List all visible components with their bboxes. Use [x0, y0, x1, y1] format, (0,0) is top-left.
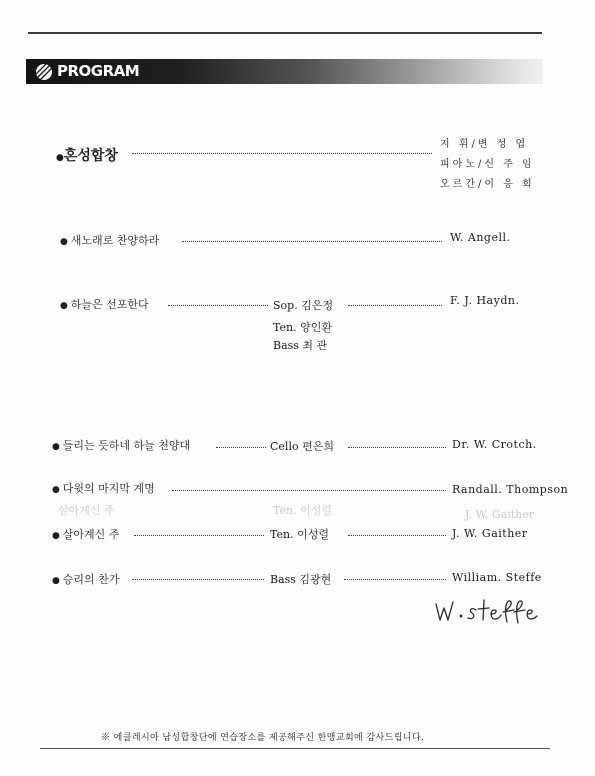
dot-leader	[168, 304, 268, 306]
performer: Cello 편은희	[270, 440, 334, 453]
composer: Dr. W. Crotch.	[452, 438, 537, 451]
bleed-through-composer: J. W. Gaither	[465, 508, 535, 521]
composer: Randall. Thompson	[452, 483, 569, 496]
dot-leader	[134, 534, 264, 536]
bullet-icon: ●	[60, 301, 71, 311]
bottom-rule	[40, 748, 550, 749]
dot-leader	[348, 304, 442, 306]
bleed-through-title: 살아계신 주	[58, 504, 115, 517]
bullet-icon: ●	[52, 442, 63, 452]
composer: W. Angell.	[450, 231, 511, 244]
bullet-icon: ●	[52, 576, 63, 586]
dot-leader	[132, 152, 432, 154]
program-item-title: ● 새노래로 찬양하라	[60, 234, 160, 247]
bullet-icon: ●	[56, 153, 64, 163]
program-item-title: ● 들리는 듯하네 하늘 천양대	[52, 439, 191, 452]
bullet-icon: ●	[52, 485, 63, 495]
composer: F. J. Haydn.	[450, 294, 520, 307]
dot-leader	[172, 489, 446, 491]
page-title: PROGRAM	[57, 62, 140, 80]
credit-line: 오르간/이 응 희	[440, 179, 535, 190]
dot-leader	[348, 446, 446, 448]
composer: J. W. Gaither	[452, 527, 528, 540]
performer: Ten. 양인환	[273, 321, 332, 334]
dot-leader	[348, 534, 446, 536]
bleed-through-performer: Ten. 이성렬	[273, 504, 332, 517]
bullet-icon: ●	[60, 237, 71, 247]
performer: Sop. 김은정	[273, 299, 334, 312]
composer: William. Steffe	[452, 571, 542, 584]
credit-line: 지 휘/변 성 엽	[440, 139, 529, 150]
program-item-title: ● 살아계신 주	[52, 528, 120, 541]
performer: Ten. 이성렬	[270, 528, 329, 541]
program-item-title: ● 다윗의 마지막 계명	[52, 482, 155, 495]
dot-leader	[132, 578, 264, 580]
program-item-title: ● 승리의 찬가	[52, 573, 120, 586]
performer: Bass 최 관	[273, 339, 328, 352]
bullet-icon: ●	[52, 531, 63, 541]
performer: Bass 김광현	[270, 573, 332, 586]
credit-line: 피아노/신 주 임	[440, 159, 535, 170]
program-item-title: ●혼성합창	[56, 148, 118, 164]
dot-leader	[182, 240, 442, 242]
dot-leader	[344, 578, 446, 580]
program-item-title: ● 하늘은 선포한다	[60, 298, 149, 311]
top-rule	[28, 32, 542, 34]
footer-note: ※ 에클레시아 남성합창단에 연습장소를 제공해주신 한맹교회에 감사드립니다.	[101, 733, 425, 743]
handwritten-annotation	[432, 596, 547, 628]
striped-globe-icon	[35, 63, 53, 81]
dot-leader	[216, 446, 266, 448]
